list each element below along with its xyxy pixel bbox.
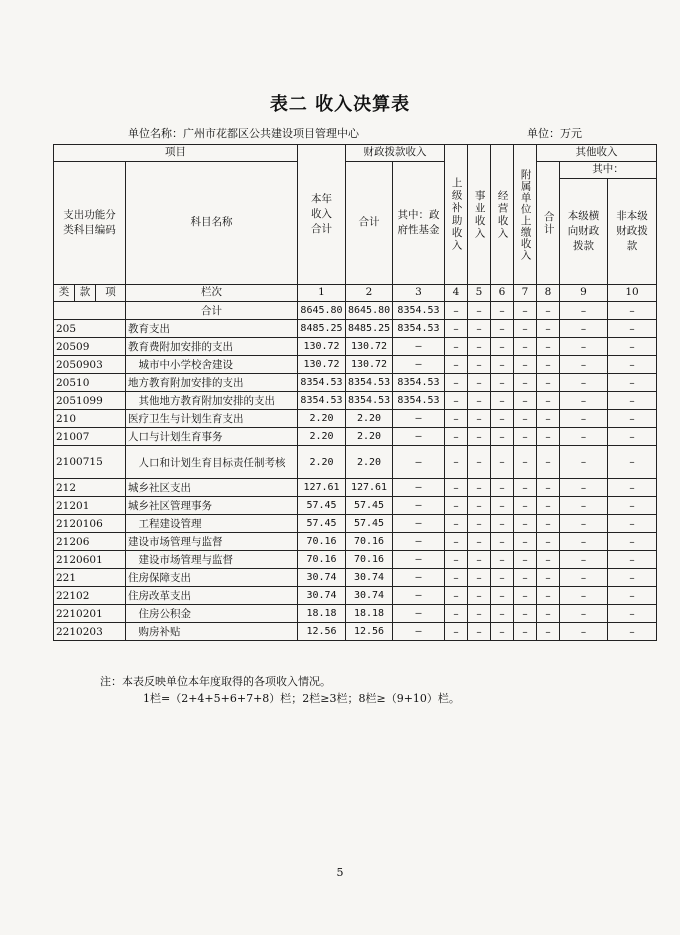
table-row xyxy=(54,497,657,515)
row-code: 205 xyxy=(54,320,126,338)
cell: – xyxy=(393,479,445,497)
cell: – xyxy=(514,356,537,374)
row-name: 建设市场管理与监督 xyxy=(126,551,298,569)
cell: – xyxy=(608,320,657,338)
row-name: 教育支出 xyxy=(126,320,298,338)
cell: 12.56 xyxy=(346,623,393,641)
row-code: 212 xyxy=(54,479,126,497)
row-name: 住房保障支出 xyxy=(126,569,298,587)
cell: – xyxy=(393,410,445,428)
cell: – xyxy=(514,497,537,515)
cell: – xyxy=(514,410,537,428)
table-row xyxy=(54,338,657,356)
cell: – xyxy=(445,515,468,533)
cell: – xyxy=(491,479,514,497)
cell: – xyxy=(608,392,657,410)
table-row xyxy=(54,320,657,338)
cell: – xyxy=(491,320,514,338)
cell: 130.72 xyxy=(298,338,346,356)
cell: – xyxy=(491,605,514,623)
cell: – xyxy=(514,569,537,587)
cell: – xyxy=(608,356,657,374)
cell: 70.16 xyxy=(298,533,346,551)
cell: – xyxy=(514,515,537,533)
cell: – xyxy=(537,497,560,515)
cell: 2.20 xyxy=(346,428,393,446)
cell: – xyxy=(514,605,537,623)
table-row xyxy=(54,533,657,551)
cell: – xyxy=(608,551,657,569)
cell: – xyxy=(445,302,468,320)
cell: 12.56 xyxy=(298,623,346,641)
cell: – xyxy=(537,446,560,479)
cell: 18.18 xyxy=(346,605,393,623)
cell: – xyxy=(514,392,537,410)
cell: – xyxy=(445,533,468,551)
cell: – xyxy=(608,569,657,587)
row-code: 2210201 xyxy=(54,605,126,623)
header-fiscal-total: 合计 xyxy=(346,162,393,285)
cell: – xyxy=(445,497,468,515)
header-operating: 经营收入 xyxy=(491,145,514,285)
col-number: 5 xyxy=(468,285,491,302)
cell: – xyxy=(468,374,491,392)
cell: – xyxy=(468,392,491,410)
cell: – xyxy=(537,515,560,533)
cell: – xyxy=(560,428,608,446)
cell: – xyxy=(608,623,657,641)
cell: 8354.53 xyxy=(298,374,346,392)
row-name: 住房改革支出 xyxy=(126,587,298,605)
cell: – xyxy=(491,428,514,446)
cell: – xyxy=(468,338,491,356)
cell: – xyxy=(560,338,608,356)
cell: 130.72 xyxy=(298,356,346,374)
cell: – xyxy=(608,479,657,497)
cell: – xyxy=(491,356,514,374)
cell: – xyxy=(608,446,657,479)
total-label: 合计 xyxy=(126,302,298,320)
cell: – xyxy=(468,479,491,497)
cell: 2.20 xyxy=(298,410,346,428)
header-fiscal: 财政拨款收入 xyxy=(346,145,445,162)
cell: – xyxy=(491,551,514,569)
cell: – xyxy=(560,302,608,320)
cell: 70.16 xyxy=(346,533,393,551)
cell: – xyxy=(537,533,560,551)
row-code: 2050903 xyxy=(54,356,126,374)
cell: – xyxy=(445,320,468,338)
col-number: 9 xyxy=(560,285,608,302)
cell: – xyxy=(537,605,560,623)
cell: 57.45 xyxy=(346,515,393,533)
row-code: 2210203 xyxy=(54,623,126,641)
cell: – xyxy=(445,338,468,356)
row-name: 城市中小学校舍建设 xyxy=(126,356,298,374)
cell: – xyxy=(560,320,608,338)
cell: – xyxy=(514,428,537,446)
cell: – xyxy=(468,605,491,623)
cell: – xyxy=(491,446,514,479)
row-name: 人口和计划生育目标责任制考核 xyxy=(126,446,298,479)
cell: – xyxy=(560,623,608,641)
cell: – xyxy=(537,374,560,392)
cell: 8354.53 xyxy=(298,392,346,410)
row-code: 20510 xyxy=(54,374,126,392)
row-code: 2100715 xyxy=(54,446,126,479)
cell: 8354.53 xyxy=(346,374,393,392)
col-number: 7 xyxy=(514,285,537,302)
cell: 130.72 xyxy=(346,356,393,374)
cell: – xyxy=(491,410,514,428)
row-code: 2120601 xyxy=(54,551,126,569)
cell: – xyxy=(468,302,491,320)
header-other: 其他收入 xyxy=(537,145,657,162)
table-row xyxy=(54,428,657,446)
cell: – xyxy=(537,479,560,497)
row-name: 购房补贴 xyxy=(126,623,298,641)
cell: – xyxy=(445,623,468,641)
cell: – xyxy=(468,533,491,551)
cell: – xyxy=(468,587,491,605)
row-code: 20509 xyxy=(54,338,126,356)
header-business: 事业收入 xyxy=(468,145,491,285)
header-fiscal-fund: 其中：政府性基金 xyxy=(393,162,445,285)
cell: – xyxy=(491,338,514,356)
cell: – xyxy=(537,356,560,374)
cell: 18.18 xyxy=(298,605,346,623)
cell: – xyxy=(468,515,491,533)
table-row xyxy=(54,515,657,533)
header-lanci: 栏次 xyxy=(126,285,298,302)
row-name: 住房公积金 xyxy=(126,605,298,623)
table-row xyxy=(54,374,657,392)
cell: – xyxy=(393,515,445,533)
cell: – xyxy=(537,551,560,569)
cell: – xyxy=(491,587,514,605)
cell: 8645.80 xyxy=(346,302,393,320)
cell: – xyxy=(514,479,537,497)
cell: – xyxy=(537,587,560,605)
header-among: 其中： xyxy=(560,162,657,179)
table-row xyxy=(54,605,657,623)
cell: – xyxy=(537,320,560,338)
cell: – xyxy=(468,551,491,569)
cell: 8645.80 xyxy=(298,302,346,320)
col-number: 4 xyxy=(445,285,468,302)
cell: – xyxy=(537,302,560,320)
cell: 8485.25 xyxy=(346,320,393,338)
cell: – xyxy=(491,569,514,587)
cell: – xyxy=(608,533,657,551)
cell: 2.20 xyxy=(346,446,393,479)
cell: – xyxy=(468,446,491,479)
cell: – xyxy=(491,374,514,392)
cell: 30.74 xyxy=(346,587,393,605)
cell: 30.74 xyxy=(298,587,346,605)
row-code: 2051099 xyxy=(54,392,126,410)
cell: 57.45 xyxy=(346,497,393,515)
cell: – xyxy=(393,623,445,641)
row-code: 221 xyxy=(54,569,126,587)
header-kuan: 款 xyxy=(75,285,96,302)
cell: – xyxy=(445,569,468,587)
cell: – xyxy=(393,551,445,569)
cell: – xyxy=(537,569,560,587)
cell: – xyxy=(491,533,514,551)
cell: – xyxy=(393,428,445,446)
income-statement-table xyxy=(53,144,657,641)
row-code: 21206 xyxy=(54,533,126,551)
row-code: 210 xyxy=(54,410,126,428)
header-non-level: 非本级财政拨款 xyxy=(608,179,657,285)
row-name: 其他地方教育附加安排的支出 xyxy=(126,392,298,410)
cell: – xyxy=(445,587,468,605)
header-lei: 类 xyxy=(54,285,75,302)
row-code: 22102 xyxy=(54,587,126,605)
cell: – xyxy=(393,533,445,551)
col-number: 2 xyxy=(346,285,393,302)
cell: – xyxy=(445,392,468,410)
col-number: 1 xyxy=(298,285,346,302)
cell: – xyxy=(393,356,445,374)
cell: – xyxy=(608,587,657,605)
cell: – xyxy=(560,410,608,428)
table-row xyxy=(54,623,657,641)
cell: 127.61 xyxy=(346,479,393,497)
table-row xyxy=(54,446,657,479)
cell: – xyxy=(445,479,468,497)
cell: – xyxy=(445,551,468,569)
cell: – xyxy=(608,338,657,356)
cell: – xyxy=(468,320,491,338)
cell: – xyxy=(514,533,537,551)
cell: – xyxy=(491,623,514,641)
cell: – xyxy=(608,515,657,533)
cell: – xyxy=(560,515,608,533)
cell: – xyxy=(537,623,560,641)
table-formula-note: 1栏=（2+4+5+6+7+8）栏；2栏≥3栏；8栏≥（9+10）栏。 xyxy=(143,692,460,705)
cell: – xyxy=(468,356,491,374)
cell: – xyxy=(537,338,560,356)
table-row xyxy=(54,392,657,410)
col-number: 6 xyxy=(491,285,514,302)
cell: – xyxy=(445,356,468,374)
cell: – xyxy=(491,497,514,515)
col-number: 8 xyxy=(537,285,560,302)
cell: – xyxy=(560,569,608,587)
cell: 2.20 xyxy=(346,410,393,428)
cell: – xyxy=(560,374,608,392)
cell: – xyxy=(445,410,468,428)
cell: 70.16 xyxy=(346,551,393,569)
row-name: 工程建设管理 xyxy=(126,515,298,533)
cell: – xyxy=(393,446,445,479)
cell: – xyxy=(514,551,537,569)
cell: – xyxy=(560,605,608,623)
cell: 8485.25 xyxy=(298,320,346,338)
cell: – xyxy=(491,302,514,320)
table-row xyxy=(54,569,657,587)
cell: – xyxy=(608,302,657,320)
cell: – xyxy=(537,428,560,446)
table-row xyxy=(54,356,657,374)
header-xiang: 项 xyxy=(96,285,126,302)
header-code-col: 支出功能分类科目编码 xyxy=(54,162,126,285)
header-name-col: 科目名称 xyxy=(126,162,298,285)
header-horizontal: 本级横向财政拨款 xyxy=(560,179,608,285)
cell: – xyxy=(393,338,445,356)
total-row xyxy=(54,302,657,320)
cell: – xyxy=(514,320,537,338)
cell: – xyxy=(560,533,608,551)
cell: 57.45 xyxy=(298,497,346,515)
row-name: 人口与计划生育事务 xyxy=(126,428,298,446)
cell: – xyxy=(560,446,608,479)
page-number: 5 xyxy=(336,866,344,879)
cell: – xyxy=(468,623,491,641)
cell: – xyxy=(560,392,608,410)
table-row xyxy=(54,587,657,605)
row-name: 教育费附加安排的支出 xyxy=(126,338,298,356)
cell: – xyxy=(468,428,491,446)
cell: 8354.53 xyxy=(346,392,393,410)
cell: 8354.53 xyxy=(393,320,445,338)
table-row xyxy=(54,479,657,497)
row-name: 城乡社区支出 xyxy=(126,479,298,497)
cell: – xyxy=(468,569,491,587)
cell: – xyxy=(560,587,608,605)
cell: – xyxy=(468,410,491,428)
cell: – xyxy=(514,623,537,641)
table-note: 注：本表反映单位本年度取得的各项收入情况。 xyxy=(100,675,331,688)
cell: – xyxy=(393,587,445,605)
cell: – xyxy=(560,356,608,374)
table-row xyxy=(54,551,657,569)
cell: – xyxy=(491,392,514,410)
cell: – xyxy=(608,428,657,446)
cell: – xyxy=(537,410,560,428)
page-title: 表二 收入决算表 xyxy=(269,94,411,115)
cell: – xyxy=(514,338,537,356)
header-annual-total: 本年收入合计 xyxy=(298,145,346,285)
cell: 70.16 xyxy=(298,551,346,569)
cell: – xyxy=(514,587,537,605)
col-number: 3 xyxy=(393,285,445,302)
cell: 2.20 xyxy=(298,446,346,479)
currency-unit-label: 单位：万元 xyxy=(527,127,582,140)
cell: 127.61 xyxy=(298,479,346,497)
row-name: 建设市场管理与监督 xyxy=(126,533,298,551)
header-affiliated: 附属单位上缴收入 xyxy=(514,145,537,285)
header-other-total: 合计 xyxy=(537,162,560,285)
cell: – xyxy=(445,605,468,623)
cell: – xyxy=(514,446,537,479)
cell: – xyxy=(393,605,445,623)
cell: – xyxy=(560,497,608,515)
cell: – xyxy=(445,428,468,446)
cell: – xyxy=(560,551,608,569)
cell: 130.72 xyxy=(346,338,393,356)
cell: – xyxy=(445,374,468,392)
row-name: 地方教育附加安排的支出 xyxy=(126,374,298,392)
row-code: 21007 xyxy=(54,428,126,446)
table-row xyxy=(54,410,657,428)
cell: – xyxy=(514,374,537,392)
cell: – xyxy=(560,479,608,497)
cell: – xyxy=(491,515,514,533)
row-name: 城乡社区管理事务 xyxy=(126,497,298,515)
cell: – xyxy=(537,392,560,410)
cell: 8354.53 xyxy=(393,374,445,392)
cell: 2.20 xyxy=(298,428,346,446)
cell: 8354.53 xyxy=(393,392,445,410)
row-name: 医疗卫生与计划生育支出 xyxy=(126,410,298,428)
cell: – xyxy=(393,569,445,587)
cell: – xyxy=(608,410,657,428)
row-code: 21201 xyxy=(54,497,126,515)
cell: – xyxy=(608,497,657,515)
unit-name-label: 单位名称：广州市花都区公共建设项目管理中心 xyxy=(128,127,359,140)
cell: 30.74 xyxy=(346,569,393,587)
cell: 57.45 xyxy=(298,515,346,533)
cell: – xyxy=(468,497,491,515)
cell: 8354.53 xyxy=(393,302,445,320)
cell: – xyxy=(608,605,657,623)
header-upper-subsidy: 上级补助收入 xyxy=(445,145,468,285)
cell: – xyxy=(445,446,468,479)
cell: – xyxy=(393,497,445,515)
header-project: 项目 xyxy=(54,145,298,162)
cell: – xyxy=(608,374,657,392)
cell: – xyxy=(514,302,537,320)
row-code: 2120106 xyxy=(54,515,126,533)
col-number: 10 xyxy=(608,285,657,302)
cell: 30.74 xyxy=(298,569,346,587)
